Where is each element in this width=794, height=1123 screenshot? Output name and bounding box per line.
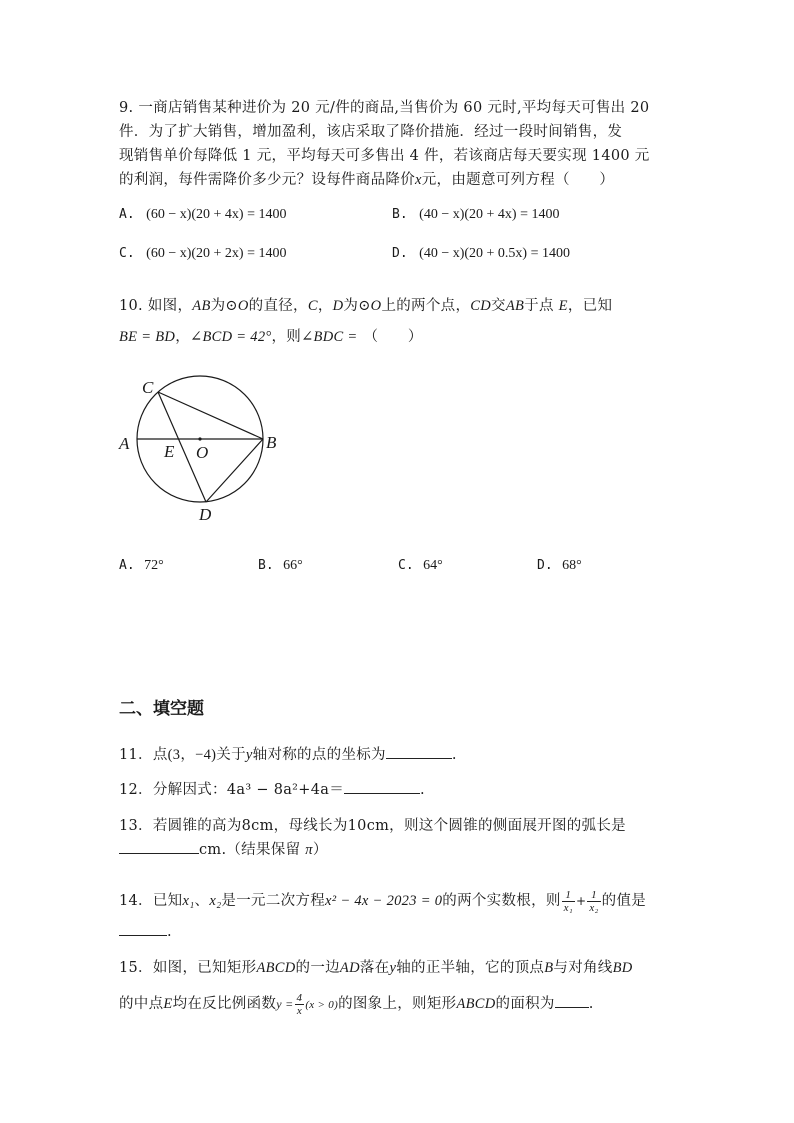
option-label: D. — [392, 246, 408, 261]
frac-den: x₂ — [589, 901, 599, 914]
q14-math: x₂ — [209, 893, 222, 909]
q9-option-d — [392, 246, 570, 262]
q15-math: y = — [276, 997, 294, 1011]
q15-math: y — [389, 960, 397, 976]
q15-math: ABCD — [256, 960, 296, 976]
q15-text: 与对角线 — [553, 960, 613, 976]
q14-text: 、 — [194, 893, 210, 909]
q10-text: 为⊙ — [343, 298, 371, 314]
option-label: A. — [119, 207, 135, 222]
q11-text: . — [451, 747, 457, 763]
q10-option-b — [258, 558, 303, 574]
q15-text: 的面积为 — [495, 996, 555, 1012]
option-expr: (60 − x)(20 + 4x) = 1400 — [146, 207, 287, 222]
q15-text: 轴的正半轴，它的顶点 — [396, 960, 545, 976]
circle-figure — [110, 368, 290, 528]
q11-math: (3，−4) — [167, 747, 217, 763]
q13-line1: 13．若圆锥的高为8cm，母线长为10cm，则这个圆锥的侧面展开图的弧长是 — [119, 818, 626, 834]
q14-math: x₁ — [182, 893, 195, 909]
q15-math: B — [544, 960, 554, 976]
q10-math: AB — [192, 298, 211, 314]
fraction-4-over-x — [295, 992, 305, 1017]
q10-math: D — [332, 298, 344, 314]
q10-option-c — [398, 558, 443, 574]
q10-text: 的直径， — [248, 298, 308, 314]
q13-text: cm.（结果保留 — [199, 842, 306, 858]
q15-text: 均在反比例函数 — [172, 996, 277, 1012]
q14-text: 的两个实数根，则 — [442, 893, 561, 909]
answer-blank — [119, 839, 199, 854]
q15-text: 15．如图，已知矩形 — [119, 960, 257, 976]
q10-text: （ ） — [363, 329, 423, 345]
q15-math: (x > 0) — [305, 999, 339, 1011]
q15-math: ABCD — [456, 996, 496, 1012]
plus-sign: + — [575, 894, 587, 908]
q14-math: x² − 4x − 2023 = 0 — [325, 893, 443, 909]
q13-line2 — [119, 839, 328, 860]
q15-text: 的一边 — [295, 960, 340, 976]
q11-text: 11．点 — [119, 747, 168, 763]
q9-line2: 件．为了扩大销售，增加盈利，该店采取了降价措施．经过一段时间销售，发 — [119, 124, 623, 140]
q11 — [119, 744, 457, 765]
q11-text: 关于 — [216, 747, 246, 763]
q14-text: 是一元二次方程 — [221, 893, 326, 909]
section-heading: 二、填空题 — [119, 699, 204, 719]
q9-var: x — [415, 172, 422, 188]
q10-text: 于点 — [524, 298, 559, 314]
label-a: A — [119, 434, 130, 453]
q11-math: y — [245, 747, 253, 763]
q14-line2 — [119, 921, 172, 942]
option-expr: (60 − x)(20 + 2x) = 1400 — [146, 246, 287, 261]
q14-text: 14．已知 — [119, 893, 183, 909]
q10-math: AB — [505, 298, 525, 314]
answer-blank — [119, 921, 167, 936]
q9-line3: 现销售单价每降低 1 元，平均每天可多售出 4 件，若该商店每天要实现 1400 元 — [119, 148, 650, 164]
label-e: E — [164, 442, 175, 461]
q10-text: ，则 — [271, 329, 302, 345]
frac-den: x — [296, 1004, 303, 1017]
q10-math: BE = BD — [119, 329, 176, 345]
q15-text: 的中点 — [119, 996, 164, 1012]
option-label: B. — [392, 207, 408, 222]
label-d: D — [199, 505, 212, 524]
q10-text: ， — [175, 329, 190, 345]
label-c: C — [142, 378, 154, 397]
q10-option-a — [119, 558, 164, 574]
q10-text: 10. 如图， — [119, 298, 193, 314]
q12-text: . — [420, 782, 425, 798]
q10-text: ，已知 — [567, 298, 613, 314]
option-value: 72° — [144, 558, 164, 573]
q9-line4-pre: 的利润，每件需降价多少元？设每件商品降价 — [119, 172, 415, 188]
q15-math: BD — [612, 960, 633, 976]
q14-text: . — [167, 924, 172, 940]
q10-text: 交 — [491, 298, 506, 314]
option-expr: (40 − x)(20 + 0.5x) = 1400 — [419, 246, 570, 261]
frac-num: 4 — [296, 991, 303, 1004]
q9-option-a — [119, 207, 287, 223]
q10-text: ， — [317, 298, 333, 314]
frac-num: 1 — [562, 889, 575, 902]
q10-math: C — [307, 298, 318, 314]
answer-blank — [386, 744, 452, 759]
chord-cb — [158, 392, 263, 439]
q10-text: 为⊙ — [210, 298, 238, 314]
q13-text: ） — [312, 842, 328, 858]
q10-line1 — [119, 296, 612, 316]
q10-option-d — [537, 558, 582, 574]
q13-math: π — [305, 842, 313, 858]
q10-math: ∠BCD = 42° — [190, 329, 272, 345]
center-point — [198, 437, 201, 440]
q10-math: O — [370, 298, 382, 314]
q14-line1 — [119, 886, 646, 916]
option-label: D. — [537, 558, 553, 573]
q15-text: . — [588, 996, 594, 1012]
q10-math: O — [237, 298, 249, 314]
q10-text: 上的两个点， — [381, 298, 471, 314]
q15-text: 落在 — [359, 960, 390, 976]
q9-line1: 9. 一商店销售某种进价为 20 元/件的商品,当售价为 60 元时,平均每天可售出 20 — [119, 100, 650, 116]
q11-text: 轴对称的点的坐标为 — [252, 747, 386, 763]
q15-math: E — [163, 996, 173, 1012]
q15-text: 的图象上，则矩形 — [338, 996, 457, 1012]
q9-line4 — [119, 170, 614, 190]
fraction-1-over-x1 — [562, 889, 575, 914]
option-value: 68° — [562, 558, 582, 573]
option-label: B. — [258, 558, 274, 573]
option-label: A. — [119, 558, 135, 573]
frac-num: 1 — [587, 889, 600, 902]
q15-math: AD — [339, 960, 360, 976]
q10-math: ∠BDC = — [301, 329, 358, 345]
option-value: 64° — [423, 558, 443, 573]
q12 — [119, 779, 425, 800]
q10-line2 — [119, 327, 423, 347]
option-label: C. — [119, 246, 135, 261]
q10-math: CD — [470, 298, 492, 314]
answer-blank — [344, 779, 420, 794]
fraction-1-over-x2 — [587, 889, 600, 914]
q12-text: 12．分解因式：4a³ − 8a²+4a＝ — [119, 782, 345, 798]
answer-blank — [555, 993, 589, 1008]
option-expr: (40 − x)(20 + 4x) = 1400 — [419, 207, 560, 222]
q14-text: 的值是 — [601, 893, 647, 909]
q9-option-b — [392, 207, 560, 223]
q15-line2 — [119, 988, 594, 1021]
q9-option-c — [119, 246, 287, 262]
option-label: C. — [398, 558, 414, 573]
option-value: 66° — [283, 558, 303, 573]
q15-line1 — [119, 958, 633, 978]
label-o: O — [196, 443, 209, 462]
label-b: B — [266, 433, 277, 452]
frac-den: x₁ — [563, 901, 573, 914]
q9-line4-post: 元，由题意可列方程（ ） — [421, 172, 615, 188]
q10-math: E — [558, 298, 568, 314]
